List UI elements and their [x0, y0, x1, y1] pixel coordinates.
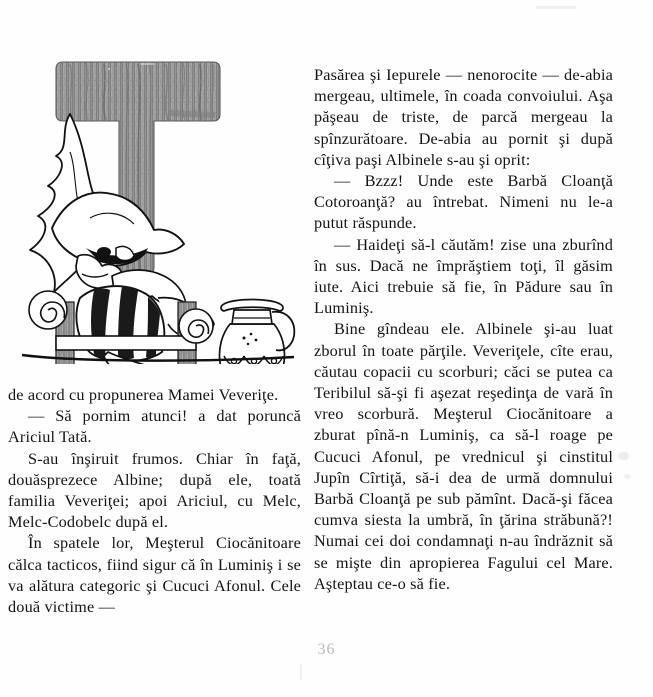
paragraph: În spatele lor, Meşterul Ciocănitoare călca tacticos, fiind sigur că în Luminiş i se va alătura categoric şi Cucuci Afonul. Cele două victime — — [8, 533, 301, 617]
paragraph: S-au înşiruit frumos. Chiar în faţă, douăsprezece Albine; după ele, toată familia Veveriţei; apoi Ariciul, cu Melc, Melc-Codobelc după el. — [8, 448, 301, 532]
paragraph: Pasărea şi Iepurele — nenorocite — de-abia mergeau, ultimele, în coada convoiului. Aşa păşeau de triste, de parcă mergeau la spînzurătoare. De-abia au pornit şi după cîţiva paşi Albinele s-au şi oprit: — [314, 65, 613, 169]
paragraph: Bine gîndeau ele. Albinele şi-au luat zborul în toate părţile. Veveriţele, cîte erau, căutau copacii cu scorburi; căci se putea ca Teribilul să-şi fi aşezat reşedinţa de vară în vreo scorbură. Meşterul Ciocănitoare a zburat pînă-n Luminiş, ca să-l roage pe Cucuci Afonul, pe vrednicul şi cinstitul Jupîn Cîrtiţă, să-i dea de urmă domnului Barbă Cloanţă pe sub pămînt. Dacă-şi făcea cumva siesta la umbră, în ţărina străbună?! Numai cei doi condamnaţi n-au îndrăznit să se mişte din apropierea Fagului cel Mare. Aşteptau ce-o să fie. — [314, 319, 613, 593]
chapter-illustration — [8, 52, 300, 364]
paragraph: — Să pornim atunci! a dat poruncă Ariciul Tată. — [8, 406, 301, 447]
right-text-column — [314, 64, 613, 594]
left-text-column — [8, 384, 301, 617]
page-number: 36 — [317, 641, 336, 658]
paragraph: de acord cu propunerea Mamei Veveriţe. — [8, 385, 279, 404]
paragraph: — Haideţi să-l căutăm! zise una zburînd în sus. Dacă ne împrăştiem toţi, îl găsim iute. Aici trebuie să fie, în Pădure sau în Luminiş. — [314, 234, 613, 318]
clay-jug — [219, 300, 294, 365]
illustration-svg — [8, 52, 300, 364]
paragraph: — Bzzz! Unde este Barbă Cloanţă Cotoroanţă? au întrebat. Nimeni nu le-a putut răspunde. — [314, 171, 613, 233]
